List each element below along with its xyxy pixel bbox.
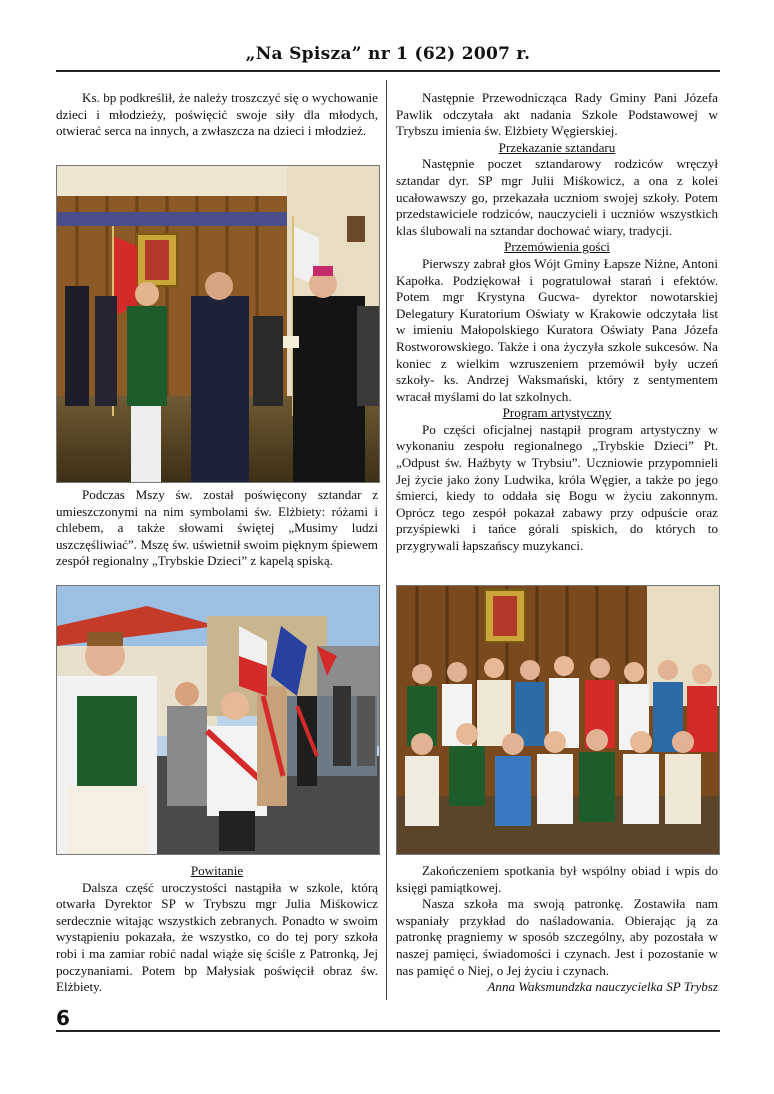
left-mass-text [56,487,378,570]
banner-heading: Przekazanie sztandaru [498,139,616,155]
banner-paragraph: Następnie poczet sztandarowy rodziców wręczył sztandar dyr. SP mgr Julii Miśkowicz, a ona z kolei ucałowawszy go, przekazała uczniom swojej szkoły. Potem przedstawiciele rodziców, nauczycieli i uczniów wszystkich klas ślubowali na sztandar dochować wiary, tradycji. [396,156,718,238]
photo-procession [56,585,380,855]
page-number: 6 [56,1006,70,1030]
program-paragraph: Po części oficjalnej nastąpił program artystyczny w wykonaniu zespołu regionalnego „Trybskie Dzieci” Pt. „Odpust św. Haźbyty w Trybsiu”. Uczniowie przypomnieli Jej życie jako żony Ludwika, króla Węgier, a także po jego śmierci, kiedy to oddała się Bogu w życiu zakonnym. Oprócz tego zespół pokazał zabawy przy odpuście oraz przyśpiewki i tańce górali spiskich, do których to przygrywali łapszańscy muzykanci. [396,421,718,554]
header-rule [56,70,720,72]
photo-folk-ensemble-image [397,586,719,854]
photo-mass-blessing [56,165,380,483]
photo-folk-ensemble [396,585,720,855]
closing-paragraph-1: Zakończeniem spotkania był wspólny obiad i wpis do księgi pamiątkowej. [396,863,718,895]
photo-mass-blessing-image [57,166,379,482]
right-intro-paragraph: Następnie Przewodnicząca Rady Gminy Pani Józefa Pawlik odczytała akt nadania Szkole Podstawowej w Trybszu imienia św. Elżbiety Węgierskiej. [396,90,718,139]
page-header-title: „Na Spisza” nr 1 (62) 2007 r. [245,44,531,64]
right-text-bottom [396,863,718,996]
guests-heading: Przemówienia gości [504,239,610,255]
guests-paragraph: Pierwszy zabrał głos Wójt Gminy Łapsze Niżne, Antoni Kapołka. Podziękował i pogratulował starań i efektów. Potem mgr Krystyna Gucwa- dyrektor nowotarskiej Delegatury Kuratorium Oświaty w Krakowie odczytała list w imieniu Małopolskiego Kuratora Oświaty Pana Józefa Rostworowskiego. Także i ona życzyła szkole sukcesów. Na koniec z wielkim wzruszeniem przemówił były uczeń szkoły- ks. Andrzej Waksmański, który z sentymentem wracał myślami do lat szkolnych. [396,255,718,404]
program-heading: Program artystyczny [502,405,612,421]
author-signature: Anna Waksmundzka nauczycielka SP Trybsz [487,979,718,995]
column-divider [386,80,387,1000]
welcome-heading: Powitanie [190,863,244,878]
closing-paragraph-2: Nasza szkoła ma swoją patronkę. Zostawiła nam wspaniały przykład do naśladowania. Obierając ją za patronkę pragniemy w sposób szczególny, aby pozostała w naszej pamięci, świadomości i czynach. Jest i pozostanie w nas pamięć o Niej, o Jej życiu i czynach. [396,896,718,978]
footer-rule [56,1030,720,1032]
left-intro [56,90,378,140]
mass-paragraph: Podczas Mszy św. został poświęcony sztandar z umieszczonymi na nim symbolami św. Elżbiety: różami i chlebem, a także słowami świętej „Musimy ludzi uszczęśliwiać”. Mszę św. uświetnił swoim pięknym śpiewem zespół regionalny „Trybskie Dzieci” z kapelą spiską. [56,487,378,569]
left-welcome-text [56,863,378,996]
right-text-top [396,90,718,555]
welcome-paragraph: Dalsza część uroczystości nastąpiła w szkole, którą otwarła Dyrektor SP w Trybszu mgr Julia Miśkowicz serdecznie witając wszystkich zebranych. Ponadto w swoim wystąpieniu pokazała, że wszystko, co do tej pory szkoła robi i ma zamiar robić nadal wiąże się ściśle z Patronką, Jej poczynaniami. Potem bp Małysiak poświęcił obraz św. Elżbiety. [56,879,378,995]
intro-paragraph: Ks. bp podkreślił, że należy troszczyć się o wychowanie dzieci i młodzieży, poświęcić swoje siły dla młodych, otwierać serca na innych, a zwłaszcza na dzieci i młodzież. [56,90,378,139]
photo-procession-image [57,586,379,854]
